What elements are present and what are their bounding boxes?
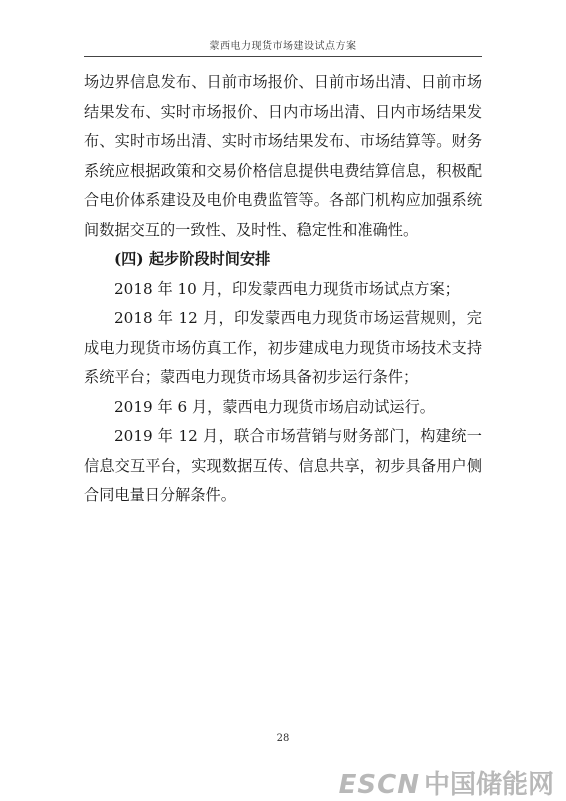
document-body (84, 68, 482, 511)
header-divider (84, 56, 482, 57)
running-header: 蒙西电力现货市场建设试点方案 (209, 41, 357, 52)
paragraph-timeline-2: 2018 年 12 月，印发蒙西电力现货市场运营规则，完成电力现货市场仿真工作，初步建成电力现货市场技术支持系统平台；蒙西电力现货市场具备初步运行条件； (84, 309, 482, 386)
paragraph-timeline-1: 2018 年 10 月，印发蒙西电力现货市场试点方案； (114, 279, 460, 298)
paragraph-timeline-3: 2019 年 6 月，蒙西电力现货市场启动试运行。 (114, 397, 435, 416)
watermark-latin: ESCN (338, 770, 420, 800)
paragraph-timeline-4: 2019 年 12 月，联合市场营销与财务部门，构建统一信息交互平台，实现数据互传、信息共享，初步具备用户侧合同电量日分解条件。 (84, 427, 482, 504)
watermark-chinese: 中国储能网 (423, 770, 554, 800)
escn-watermark-logo (339, 764, 554, 801)
paragraph-continued: 场边界信息发布、日前市场报价、日前市场出清、日前市场结果发布、实时市场报价、日内市场出清、日内市场结果发布、实时市场出清、实时市场结果发布、市场结算等。财务系统应根据政策和交易价格信息提供电费结算信息，积极配合电价体系建设及电价电费监管等。各部门机构应加强系统间数据交互的一致性、及时性、稳定性和准确性。 (84, 73, 482, 239)
section-heading: (四) 起步阶段时间安排 (114, 250, 271, 268)
page-number: 28 (276, 733, 290, 744)
